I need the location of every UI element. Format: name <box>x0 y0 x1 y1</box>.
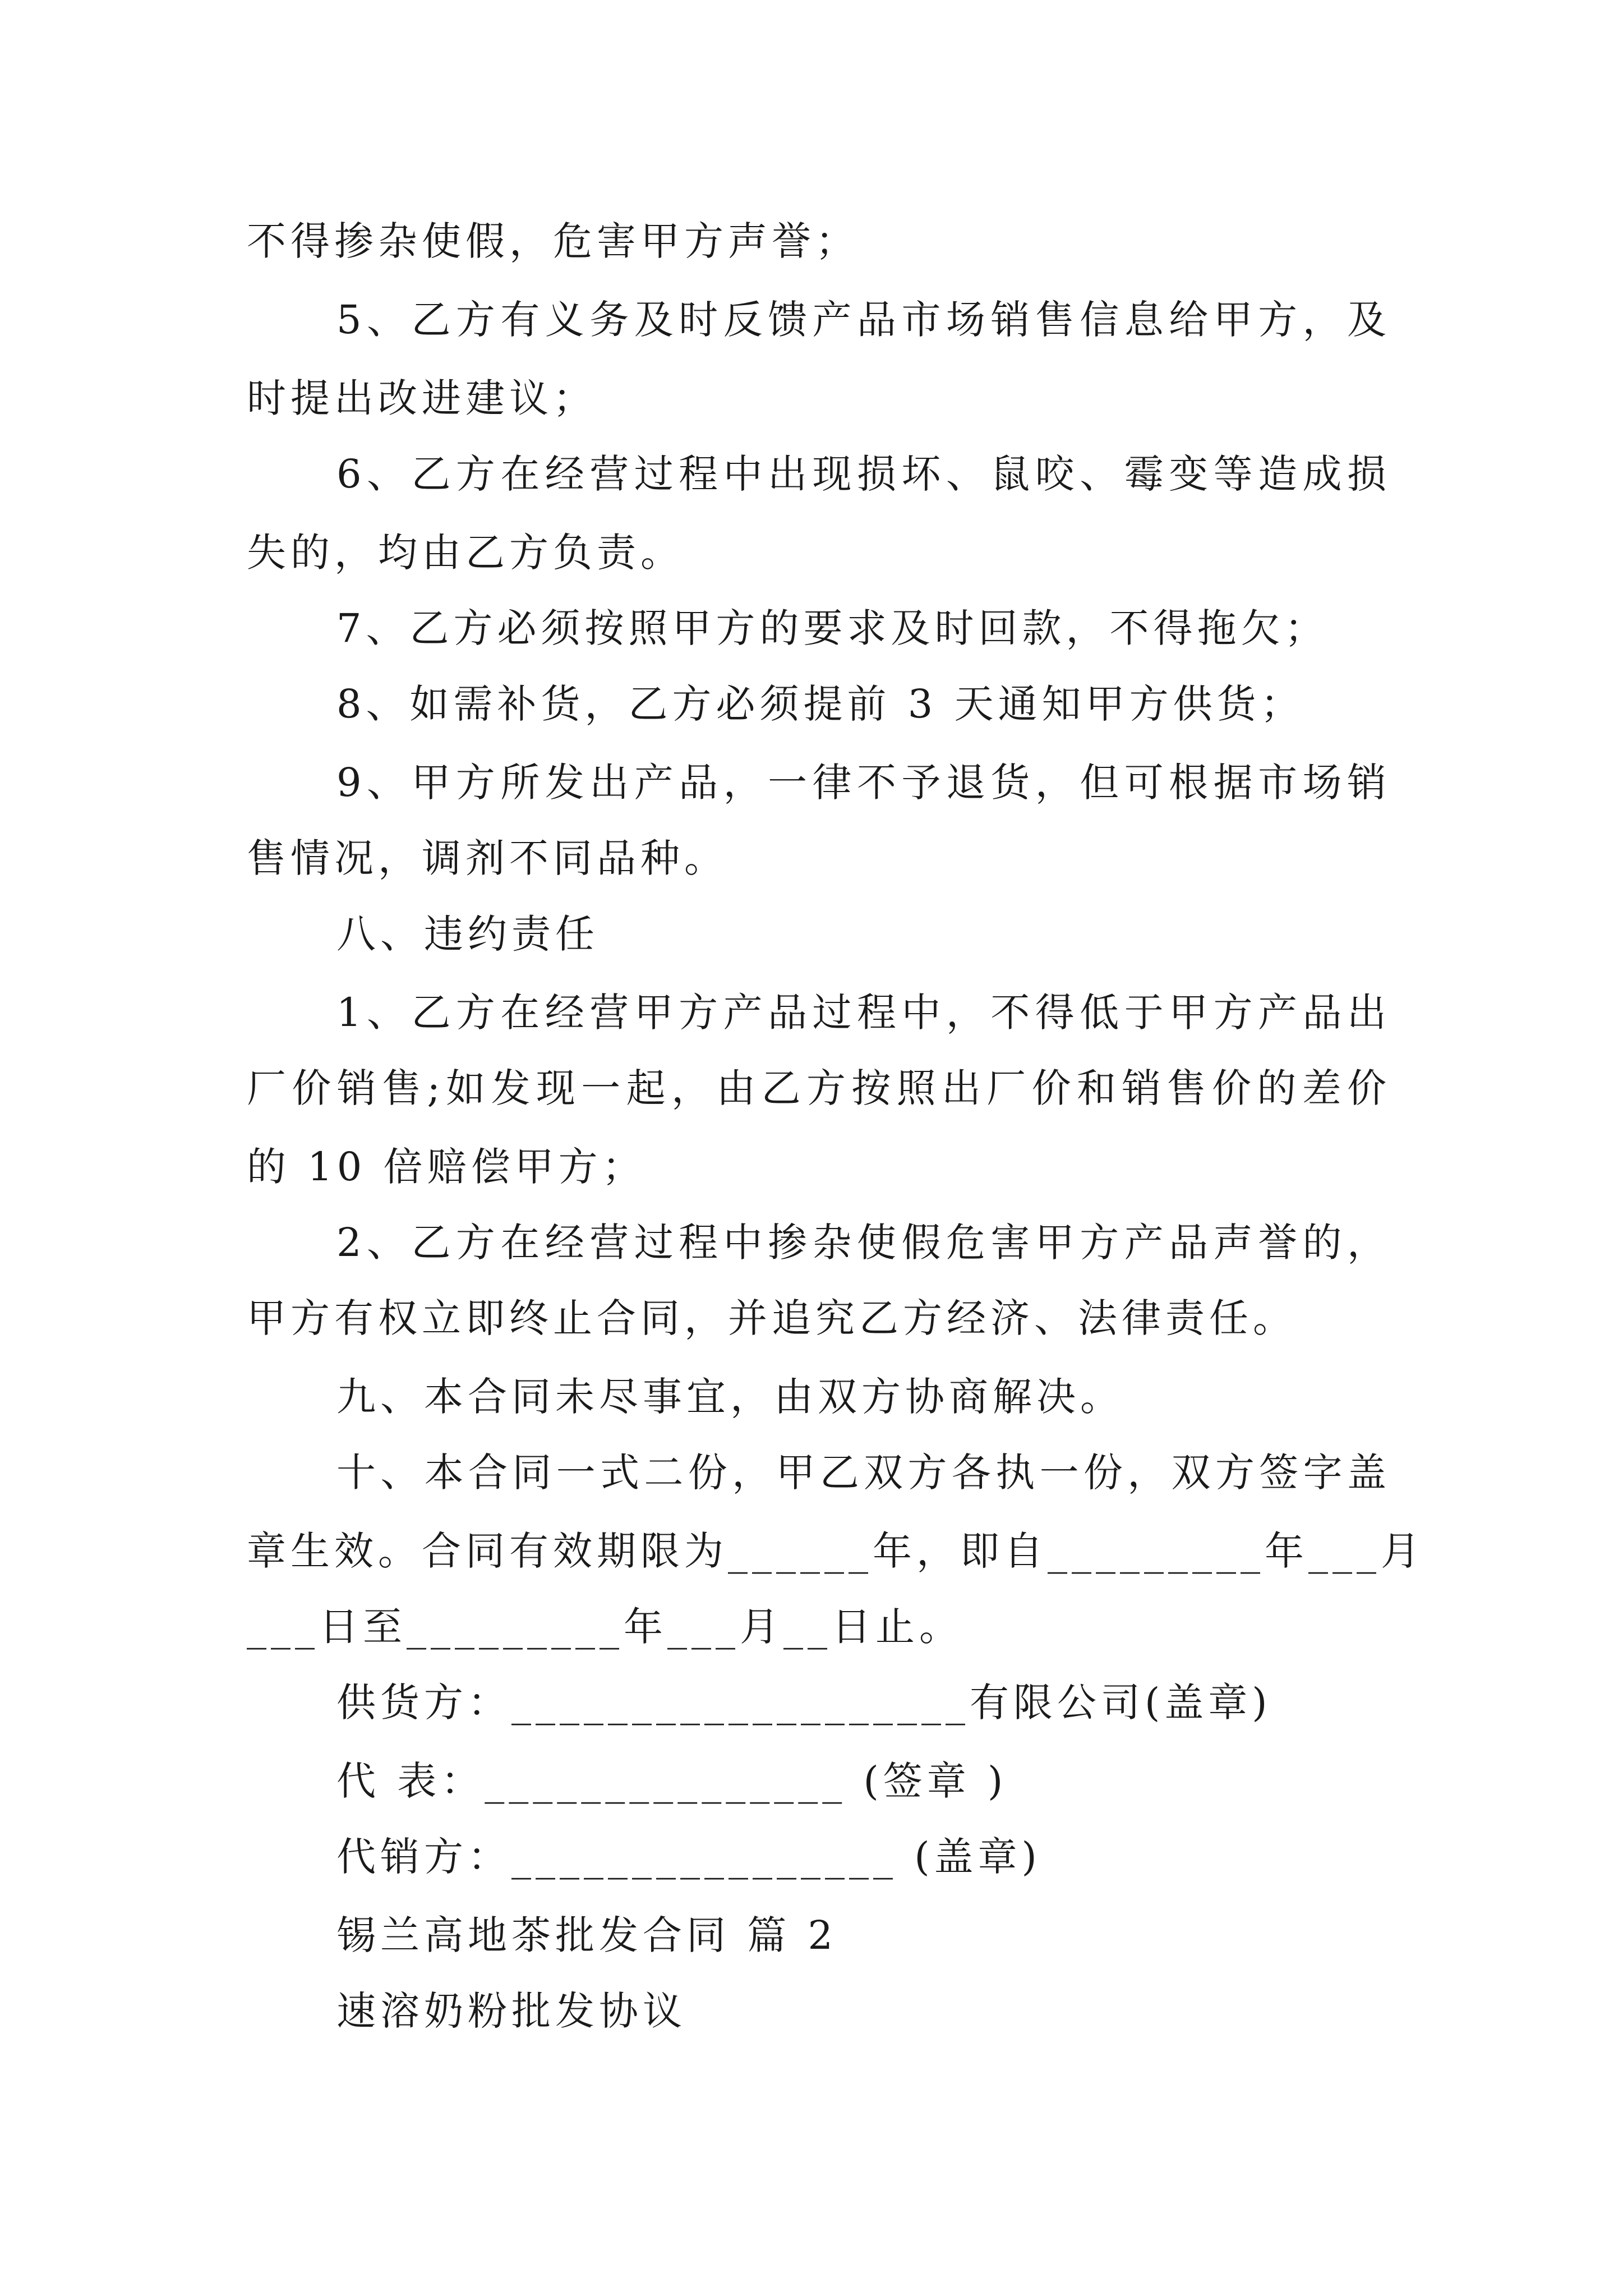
clause-9-line-1: 9、甲方所发出产品，一律不予退货，但可根据市场销 <box>336 760 1391 806</box>
next-contract-subtitle: 速溶奶粉批发协议 <box>336 1988 686 2034</box>
section-ten-line-1: 十、本合同一式二份，甲乙双方各执一份，双方签字盖 <box>336 1450 1391 1496</box>
section-nine: 九、本合同未尽事宜，由双方协商解决。 <box>336 1374 1124 1420</box>
clause-7: 7、乙方必须按照甲方的要求及时回款，不得拖欠； <box>336 605 1329 651</box>
section-ten-line-2: 章生效。合同有效期限为______年，即自_________年___月 <box>247 1528 1424 1574</box>
clause-6-line-1: 6、乙方在经营过程中出现损坏、鼠咬、霉变等造成损 <box>336 451 1391 497</box>
clause-5-line-1: 5、乙方有义务及时反馈产品市场销售信息给甲方，及 <box>336 297 1391 343</box>
clause-9-line-2: 售情况，调剂不同品种。 <box>247 835 728 881</box>
breach-clause-1-line-1: 1、乙方在经营甲方产品过程中，不得低于甲方产品出 <box>336 990 1391 1036</box>
clause-8: 8、如需补货，乙方必须提前 3 天通知甲方供货； <box>336 681 1304 727</box>
breach-clause-2-line-1: 2、乙方在经营过程中掺杂使假危害甲方产品声誉的， <box>336 1220 1391 1266</box>
breach-clause-2-line-2: 甲方有权立即终止合同，并追究乙方经济、法律责任。 <box>247 1295 1297 1341</box>
supplier-signature-line: 供货方：___________________有限公司(盖章) <box>336 1680 1272 1726</box>
breach-clause-1-line-2: 厂价销售;如发现一起，由乙方按照出厂价和销售价的差价 <box>247 1065 1391 1111</box>
representative-signature-line: 代 表：_______________ (签章 ) <box>336 1758 1008 1804</box>
clause-5-line-2: 时提出改进建议； <box>247 375 597 421</box>
section-heading-breach: 八、违约责任 <box>336 911 599 957</box>
breach-clause-1-line-3: 的 10 倍赔偿甲方； <box>247 1144 646 1190</box>
next-contract-title: 锡兰高地茶批发合同 篇 2 <box>336 1912 838 1958</box>
distributor-signature-line: 代销方：________________ (盖章) <box>336 1834 1041 1880</box>
text-line: 不得掺杂使假，危害甲方声誉； <box>247 218 859 264</box>
section-ten-line-3: ___日至_________年___月__日止。 <box>247 1604 963 1650</box>
clause-6-line-2: 失的，均由乙方负责。 <box>247 530 684 576</box>
